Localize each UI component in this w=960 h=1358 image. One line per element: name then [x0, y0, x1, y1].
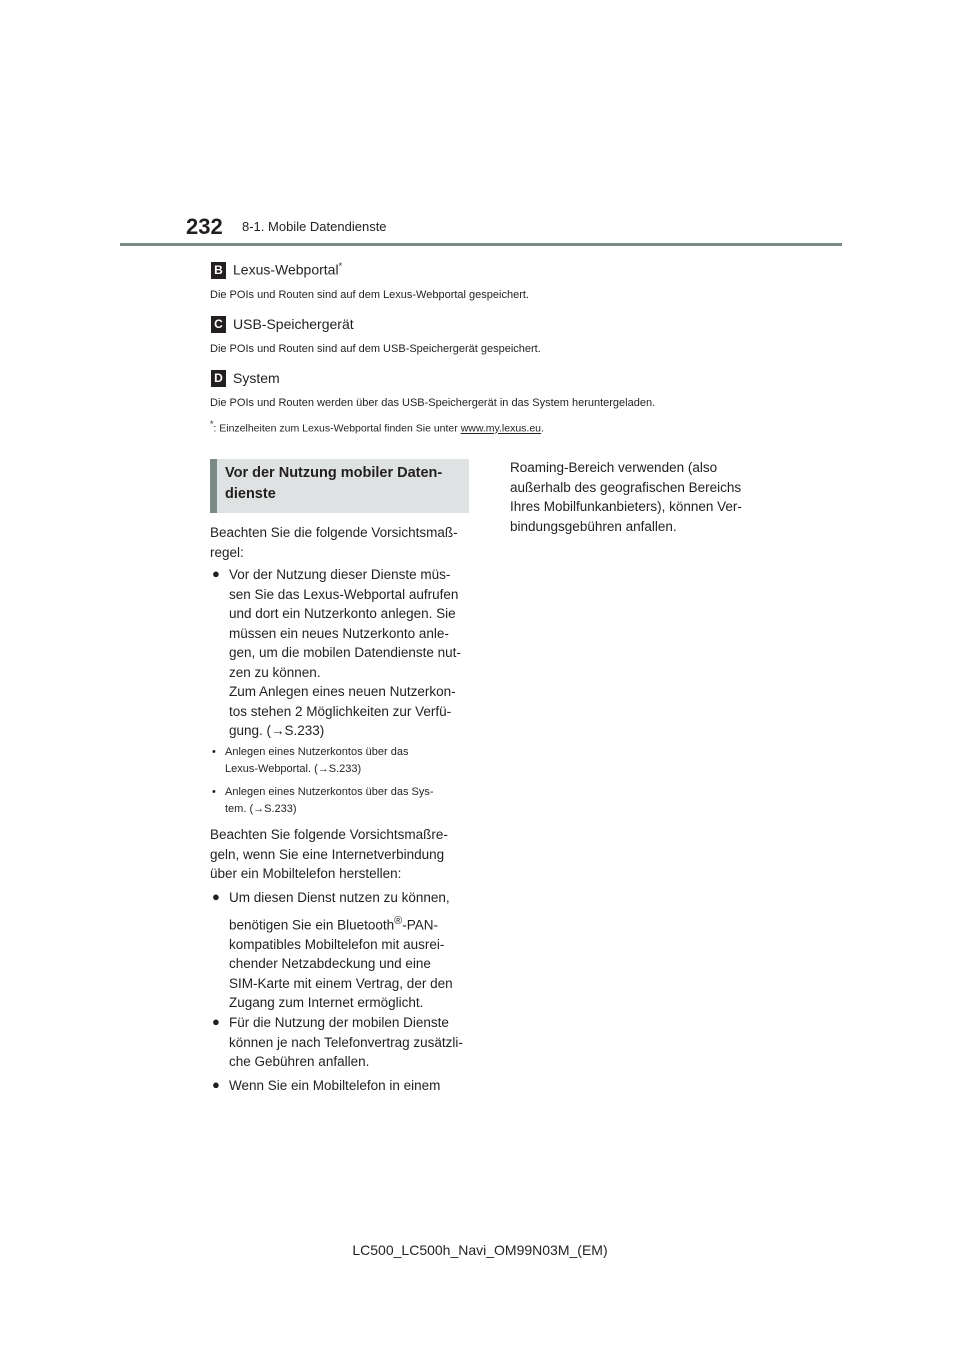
page-number: 232 [186, 214, 223, 239]
webportal-link[interactable]: www.my.lexus.eu [460, 422, 542, 435]
sub-bullet-icon: • [212, 746, 216, 758]
bullet-icon: ● [212, 1014, 220, 1029]
entry-label-usb: USB-Speichergerät [233, 316, 354, 332]
bullet-icon: ● [212, 889, 220, 904]
entry-description-system: Die POIs und Routen werden über das USB-Speichergerät in das System heruntergeladen. [210, 397, 656, 409]
document-code: LC500_LC500h_Navi_OM99N03M_(EM) [352, 1242, 608, 1258]
footnote-mark: * [338, 261, 343, 271]
entry-label-system: System [233, 370, 280, 386]
sub-bullet-webportal: Anlegen eines Nutzerkontos über das Lexus-Webportal. (→S.233) [225, 746, 409, 775]
entry-description-usb: Die POIs und Routen sind auf dem USB-Speichergerät gespeichert. [210, 343, 541, 355]
header-rule [120, 243, 842, 246]
marker-c: C [211, 316, 226, 333]
sub-bullet-icon: • [212, 786, 216, 798]
marker-b: B [211, 262, 226, 279]
section-title: 8-1. Mobile Datendienste [242, 219, 387, 234]
marker-d: D [211, 370, 226, 387]
footnote: *: Einzelheiten zum Lexus-Webportal finden Sie unter www.my.lexus.eu. [210, 419, 544, 435]
section-heading-box [210, 459, 469, 513]
precautions-paragraph: Beachten Sie folgende Vorsichtsmaßre- geln, wenn Sie eine Internetverbindung über ein Mobiltelefon herstellen: [210, 827, 448, 881]
bullet-account-required: Vor der Nutzung dieser Dienste müs- sen Sie das Lexus-Webportal aufrufen und dort ein Nutzerkonto anlegen. Sie müssen ein neues Nutzerkonto anle- gen, um die mobilen Datendienste nut- zen zu können. Zum Anlegen eines neuen Nutzerkon- tos stehen 2 Möglichkeiten zur Verfü- gung. (→S.233) [229, 567, 461, 738]
entry-label-webportal: Lexus-Webportal* [233, 261, 343, 278]
bullet-icon: ● [212, 566, 220, 581]
roaming-continuation: Roaming-Bereich verwenden (also außerhalb des geografischen Bereichs Ihres Mobilfunkanbieters), können Ver- bindungsgebühren anfallen. [510, 460, 742, 534]
entry-description-webportal: Die POIs und Routen sind auf dem Lexus-Webportal gespeichert. [210, 289, 529, 301]
intro-paragraph: Beachten Sie die folgende Vorsichtsmaß- regel: [210, 525, 458, 560]
section-heading: Vor der Nutzung mobiler Daten- dienste [225, 465, 443, 502]
bullet-icon: ● [212, 1077, 220, 1092]
bullet-roaming: Wenn Sie ein Mobiltelefon in einem [229, 1078, 441, 1093]
bullet-fees: Für die Nutzung der mobilen Dienste können je nach Telefonvertrag zusätzli- che Gebühren anfallen. [229, 1015, 463, 1069]
bullet-bluetooth-phone: Um diesen Dienst nutzen zu können, benötigen Sie ein Bluetooth®-PAN- kompatibles Mobiltelefon mit ausrei- chender Netzabdeckung und eine SIM-Karte mit einem Vertrag, der den Zugang zum Internet ermöglicht. [229, 890, 453, 1010]
sub-bullet-system: Anlegen eines Nutzerkontos über das Sys- tem. (→S.233) [225, 786, 434, 815]
